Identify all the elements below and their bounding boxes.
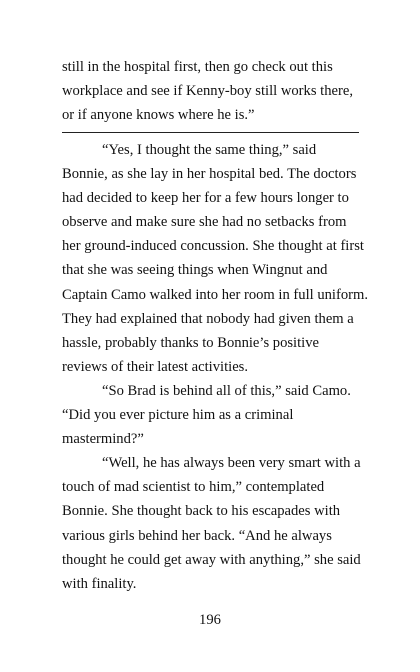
text-line: hassle, probably thanks to Bonnie’s positive	[62, 334, 319, 351]
text-line: mastermind?”	[62, 431, 144, 448]
text-line: Bonnie. She thought back to his escapades with	[62, 503, 341, 520]
text-line: reviews of their latest activities.	[62, 358, 249, 375]
main-text	[62, 138, 369, 596]
text-line: touch of mad scientist to him,” contemplated	[62, 479, 325, 496]
text-line: workplace and see if Kenny-boy still works there,	[62, 83, 353, 100]
text-line: had decided to keep her for a few hours longer to	[62, 190, 349, 207]
section-break-rule	[62, 132, 359, 133]
text-line: various girls behind her back. “And he always	[62, 527, 332, 544]
text-line: her ground-induced concussion. She thought at first	[62, 238, 364, 255]
text-line: observe and make sure she had no setbacks from	[62, 214, 347, 231]
text-line: or if anyone knows where he is.”	[62, 107, 255, 124]
text-line: still in the hospital first, then go check out this	[62, 59, 333, 75]
text-line: Bonnie, as she lay in her hospital bed. The doctors	[62, 166, 357, 183]
text-line: “Did you ever picture him as a criminal	[62, 407, 294, 424]
page-number: 196	[199, 612, 221, 628]
text-line: Captain Camo walked into her room in full uniform.	[62, 286, 369, 303]
text-line: “So Brad is behind all of this,” said Camo.	[102, 382, 351, 399]
text-line: “Yes, I thought the same thing,” said	[102, 142, 317, 158]
text-line: They had explained that nobody had given them a	[62, 310, 354, 327]
paragraph-continued	[62, 55, 362, 127]
text-line: “Well, he has always been very smart with a	[102, 455, 361, 472]
text-line: with finality.	[62, 575, 137, 592]
text-line: that she was seeing things when Wingnut and	[62, 262, 328, 279]
text-line: thought he could get away with anything,” she said	[62, 551, 361, 568]
